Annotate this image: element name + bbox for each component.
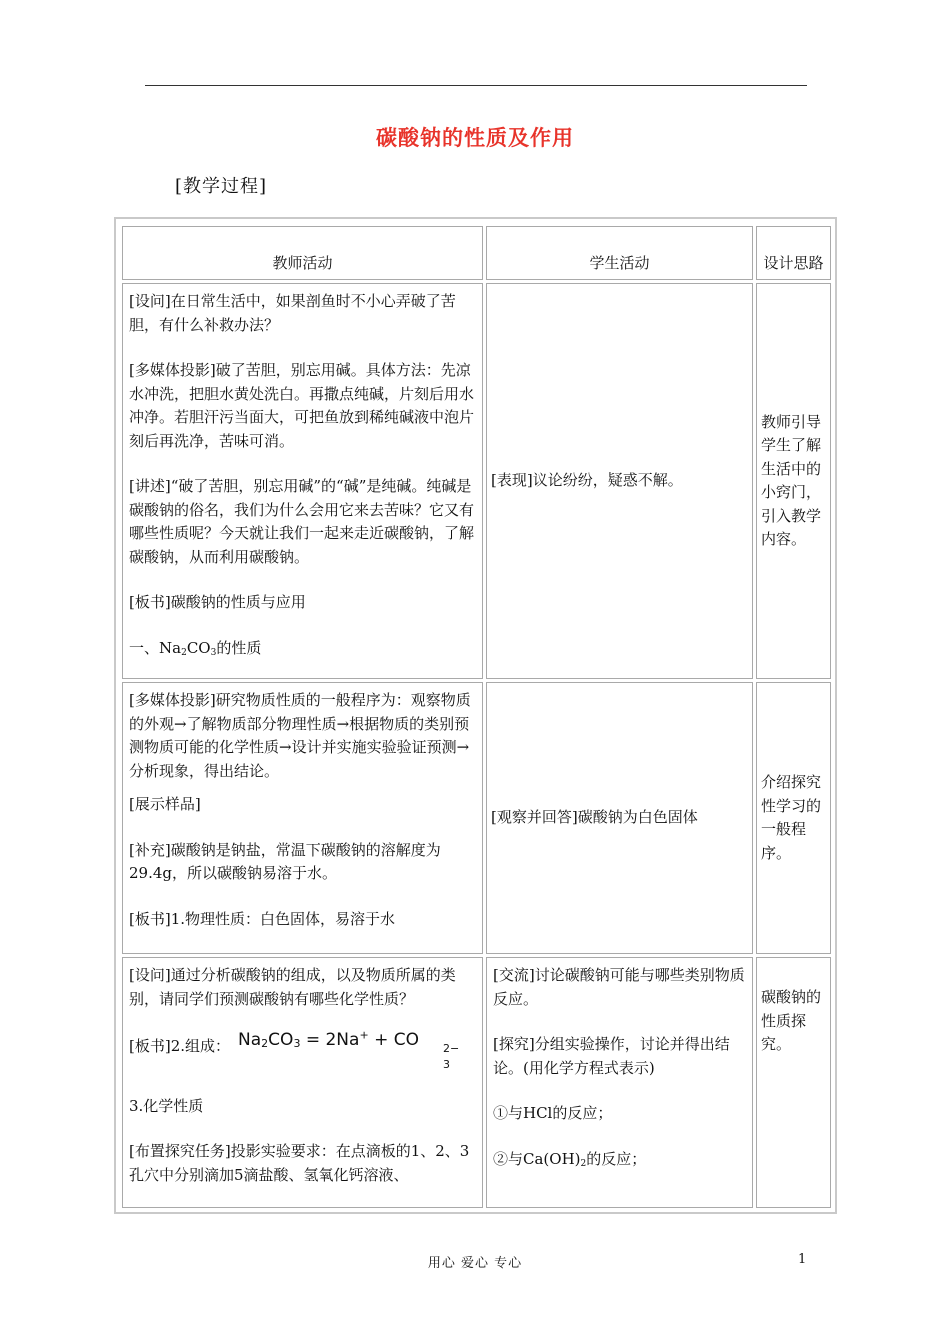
row2-teacher-cell	[122, 682, 483, 954]
row1-student-cell	[486, 283, 753, 679]
footer-motto: 用心 爱心 专心	[427, 1256, 523, 1271]
page-number: 1	[798, 1252, 807, 1267]
row1-design-cell	[756, 283, 831, 679]
ionization-formula: $Na_2CO_3 = 2Na^+$ + CO 2− 3	[238, 1028, 460, 1072]
page-title: 碳酸钠的性质及作用	[376, 125, 574, 150]
row3-student-cell	[486, 957, 753, 1208]
row3-student-exchange: [交流]讨论碳酸钠可能与哪些类别物质反应。	[493, 966, 745, 1008]
row3-teacher-chem-heading: 3.化学性质	[129, 1096, 204, 1115]
row1-teacher-narration: [讲述]“破了苦胆，别忘用碱”的“碱”是纯碱。纯碱是碳酸钠的俗名，我们为什么会用它来去苦味？它又有哪些性质呢？今天就让我们一起来走近碳酸钠，了解碳酸钠，从而利用碳酸钠。	[129, 477, 475, 566]
header-teacher	[122, 226, 483, 280]
row1-teacher-board: [板书]碳酸钠的性质与应用	[129, 593, 306, 611]
row1-design-text: 教师引导学生了解生活中的小窍门，引入教学内容。	[761, 412, 822, 548]
row3-student-explore: [探究]分组实验操作，讨论并得出结论。(用化学方程式表示)	[493, 1035, 730, 1077]
row2-design-text: 介绍探究性学习的一般程序。	[761, 773, 822, 862]
header-student	[486, 226, 753, 280]
row2-teacher-sample: [展示样品]	[129, 795, 201, 813]
row3-student-hcl: ①与HCl的反应；	[493, 1104, 613, 1122]
row1-teacher-cell	[122, 283, 483, 679]
section-heading: [教学过程]	[175, 176, 268, 197]
row2-teacher-supplement: [补充]碳酸钠是钠盐，常温下碳酸钠的溶解度为29.4g，所以碳酸钠易溶于水。	[129, 840, 441, 882]
row2-student-text: [观察并回答]碳酸钠为白色固体	[491, 808, 698, 827]
row2-student-cell	[486, 682, 753, 954]
row2-teacher-board: [板书]1.物理性质：白色固体，易溶于水	[129, 909, 396, 928]
header-student-label: 学生活动	[589, 254, 650, 273]
row3-teacher-composition: [板书]2.组成： $Na_2CO_3 = 2Na^+$ + CO 2− 3	[129, 1028, 460, 1072]
row3-design-text: 碳酸钠的性质探究。	[761, 988, 822, 1053]
row3-teacher-task: [布置探究任务]投影实验要求：在点滴板的1、2、3孔穴中分别滴加5滴盐酸、氢氧化钙溶液、	[129, 1142, 470, 1184]
row3-teacher-cell	[122, 957, 483, 1208]
row1-teacher-projection: [多媒体投影]破了苦胆，别忘用碱。具体方法：先凉水冲洗，把胆水黄处洗白。再撒点纯碱，片刻后用水冲净。若胆汗污当面大，可把鱼放到稀纯碱液中泡片刻后再洗净，苦味可消。	[129, 361, 475, 450]
header-rule	[145, 85, 807, 86]
row3-teacher-question: [设问]通过分析碳酸钠的组成，以及物质所属的类别，请同学们预测碳酸钠有哪些化学性质？	[129, 966, 456, 1008]
header-design	[756, 226, 831, 280]
row3-student-caoh2: ②与$Ca(OH)_2$的反应；	[493, 1149, 647, 1169]
row2-design-cell	[756, 682, 831, 954]
row1-student-text: [表现]议论纷纷，疑惑不解。	[491, 471, 683, 490]
row1-teacher-heading: 一、$Na_2CO_3$的性质	[129, 638, 262, 658]
row1-teacher-question: [设问]在日常生活中，如果剖鱼时不小心弄破了苦胆，有什么补救办法？	[129, 292, 456, 334]
lesson-table	[114, 217, 837, 1214]
row3-design-cell	[756, 957, 831, 1208]
header-design-label: 设计思路	[763, 254, 824, 273]
header-teacher-label: 教师活动	[272, 254, 333, 273]
row2-teacher-projection: [多媒体投影]研究物质性质的一般程序为：观察物质的外观→了解物质部分物理性质→根据物质的类别预测物质可能的化学性质→设计并实施实验验证预测→分析现象，得出结论。	[129, 691, 471, 780]
